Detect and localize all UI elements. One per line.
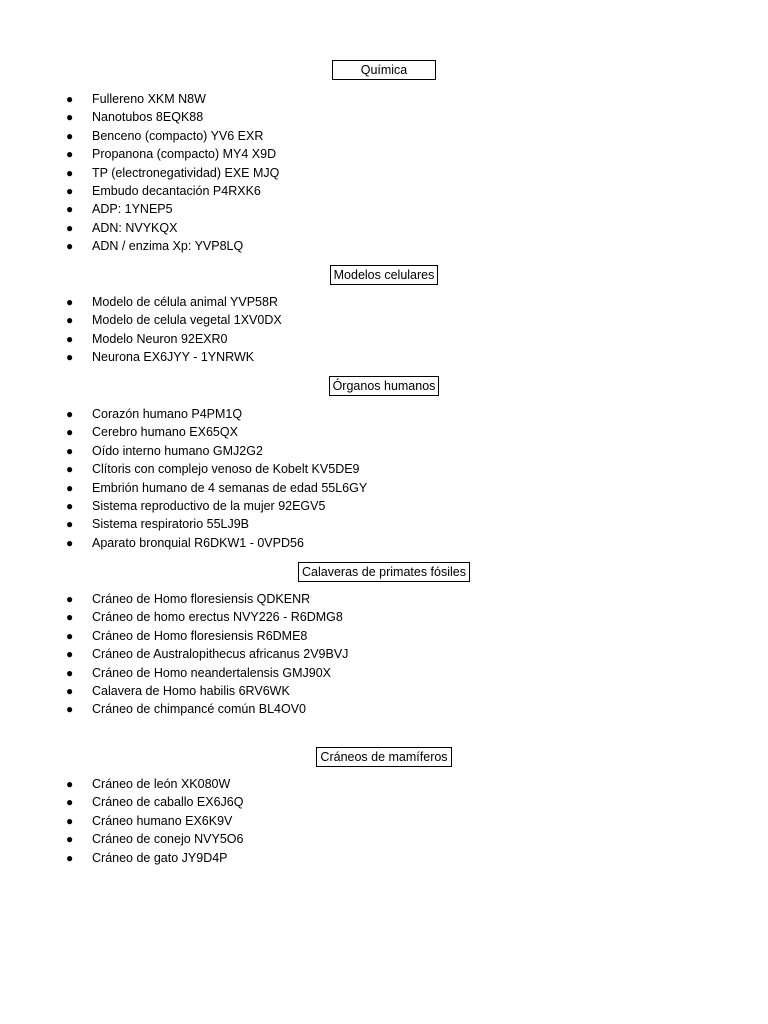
bullet-icon: ●: [66, 202, 74, 217]
list-item: [0, 515, 367, 533]
bullet-icon: ●: [66, 313, 74, 328]
list-item-text: Fullereno XKM N8W: [92, 92, 206, 106]
section-heading-calaveras-primates: [0, 562, 768, 582]
list-item-text: Cráneo de homo erectus NVY226 - R6DMG8: [92, 610, 343, 625]
bullet-icon: ●: [66, 183, 74, 198]
section-heading-modelos-celulares: [0, 265, 768, 285]
bullet-icon: ●: [66, 777, 74, 791]
bullet-icon: ●: [66, 443, 74, 458]
section-heading-craneos-mamiferos: [0, 747, 768, 767]
bullet-icon: ●: [66, 517, 74, 532]
list-item-text: Corazón humano P4PM1Q: [92, 407, 243, 421]
list-item-text: Nanotubos 8EQK88: [92, 110, 204, 125]
bullet-icon: ●: [66, 795, 74, 810]
list-item-text: Embudo decantación P4RXK6: [92, 183, 261, 198]
list-item: [0, 645, 348, 663]
list-item-text: TP (electronegatividad) EXE MJQ: [92, 165, 280, 180]
section-list-craneos-mamiferos: [0, 775, 243, 867]
section-list-calaveras-primates: [0, 590, 348, 719]
list-item: [0, 534, 367, 552]
section-heading-quimica: [0, 60, 768, 80]
list-item-text: Calavera de Homo habilis 6RV6WK: [92, 683, 290, 698]
bullet-icon: ●: [66, 498, 74, 513]
section-heading-organos-humanos: [0, 376, 768, 396]
list-item-text: ADP: 1YNEP5: [92, 202, 173, 217]
list-item: [0, 293, 282, 311]
section-title: Modelos celulares: [330, 265, 439, 285]
bullet-icon: ●: [66, 128, 74, 143]
section-title: Órganos humanos: [329, 376, 440, 396]
list-item-text: Modelo de célula animal YVP58R: [92, 295, 278, 309]
bullet-icon: ●: [66, 702, 74, 717]
list-item-text: Neurona EX6JYY - 1YNRWK: [92, 350, 255, 365]
list-item-text: Cráneo de Australopithecus africanus 2V9BVJ: [92, 647, 349, 662]
bullet-icon: ●: [66, 147, 74, 162]
list-item: [0, 127, 279, 145]
bullet-icon: ●: [66, 110, 74, 125]
list-item-text: Cráneo de Homo floresiensis QDKENR: [92, 592, 311, 606]
bullet-icon: ●: [66, 665, 74, 680]
list-item: [0, 219, 279, 237]
list-item: [0, 590, 348, 608]
bullet-icon: ●: [66, 165, 74, 180]
bullet-icon: ●: [66, 628, 74, 643]
section-list-modelos-celulares: [0, 293, 282, 367]
list-item: [0, 460, 367, 478]
list-item-text: Oído interno humano GMJ2G2: [92, 443, 263, 458]
bullet-icon: ●: [66, 832, 74, 847]
list-item-text: Sistema reproductivo de la mujer 92EGV5: [92, 498, 326, 513]
list-item: [0, 200, 279, 218]
list-item-text: Modelo Neuron 92EXR0: [92, 331, 228, 346]
list-item-text: Cráneo de chimpancé común BL4OV0: [92, 702, 307, 717]
section-list-organos-humanos: [0, 405, 367, 552]
bullet-icon: ●: [66, 850, 74, 865]
bullet-icon: ●: [66, 683, 74, 698]
list-item: [0, 682, 348, 700]
list-item: [0, 405, 367, 423]
section-title: Cráneos de mamíferos: [316, 747, 451, 767]
list-item: [0, 330, 282, 348]
list-item: [0, 348, 282, 366]
list-item-text: Clítoris con complejo venoso de Kobelt KV5DE9: [92, 462, 360, 477]
list-item: [0, 793, 243, 811]
list-item: [0, 608, 348, 626]
bullet-icon: ●: [66, 350, 74, 365]
list-item: [0, 830, 243, 848]
bullet-icon: ●: [66, 92, 74, 106]
list-item: [0, 497, 367, 515]
bullet-icon: ●: [66, 331, 74, 346]
bullet-icon: ●: [66, 407, 74, 421]
list-item: [0, 775, 243, 793]
list-item: [0, 442, 367, 460]
list-item-text: Sistema respiratorio 55LJ9B: [92, 517, 250, 532]
bullet-icon: ●: [66, 813, 74, 828]
bullet-icon: ●: [66, 535, 74, 550]
bullet-icon: ●: [66, 610, 74, 625]
bullet-icon: ●: [66, 220, 74, 235]
bullet-icon: ●: [66, 647, 74, 662]
list-item-text: Cráneo de Homo floresiensis R6DME8: [92, 628, 308, 643]
section-list-quimica: [0, 90, 279, 256]
list-item-text: Cráneo de gato JY9D4P: [92, 850, 228, 865]
section-title: Calaveras de primates fósiles: [298, 562, 470, 582]
list-item: [0, 700, 348, 718]
list-item-text: ADN: NVYKQX: [92, 220, 178, 235]
list-item: [0, 479, 367, 497]
list-item-text: Embrión humano de 4 semanas de edad 55L6GY: [92, 480, 368, 495]
bullet-icon: ●: [66, 480, 74, 495]
list-item: [0, 182, 279, 200]
list-item: [0, 145, 279, 163]
list-item: [0, 627, 348, 645]
bullet-icon: ●: [66, 425, 74, 440]
list-item-text: Cráneo de conejo NVY5O6: [92, 832, 244, 847]
list-item-text: ADN / enzima Xp: YVP8LQ: [92, 239, 244, 254]
list-item: [0, 90, 279, 108]
bullet-icon: ●: [66, 295, 74, 309]
list-item: [0, 108, 279, 126]
bullet-icon: ●: [66, 592, 74, 606]
list-item-text: Benceno (compacto) YV6 EXR: [92, 128, 264, 143]
list-item-text: Cráneo de caballo EX6J6Q: [92, 795, 244, 810]
list-item: [0, 311, 282, 329]
list-item-text: Modelo de celula vegetal 1XV0DX: [92, 313, 282, 328]
list-item: [0, 423, 367, 441]
list-item: [0, 164, 279, 182]
list-item: [0, 664, 348, 682]
bullet-icon: ●: [66, 239, 74, 254]
list-item-text: Cráneo de león XK080W: [92, 777, 231, 791]
list-item: [0, 849, 243, 867]
list-item-text: Cerebro humano EX65QX: [92, 425, 238, 440]
section-title: Química: [332, 60, 437, 80]
list-item-text: Propanona (compacto) MY4 X9D: [92, 147, 277, 162]
list-item: [0, 237, 279, 255]
bullet-icon: ●: [66, 462, 74, 477]
list-item-text: Cráneo de Homo neandertalensis GMJ90X: [92, 665, 332, 680]
list-item-text: Cráneo humano EX6K9V: [92, 813, 233, 828]
list-item: [0, 812, 243, 830]
list-item-text: Aparato bronquial R6DKW1 - 0VPD56: [92, 535, 304, 550]
